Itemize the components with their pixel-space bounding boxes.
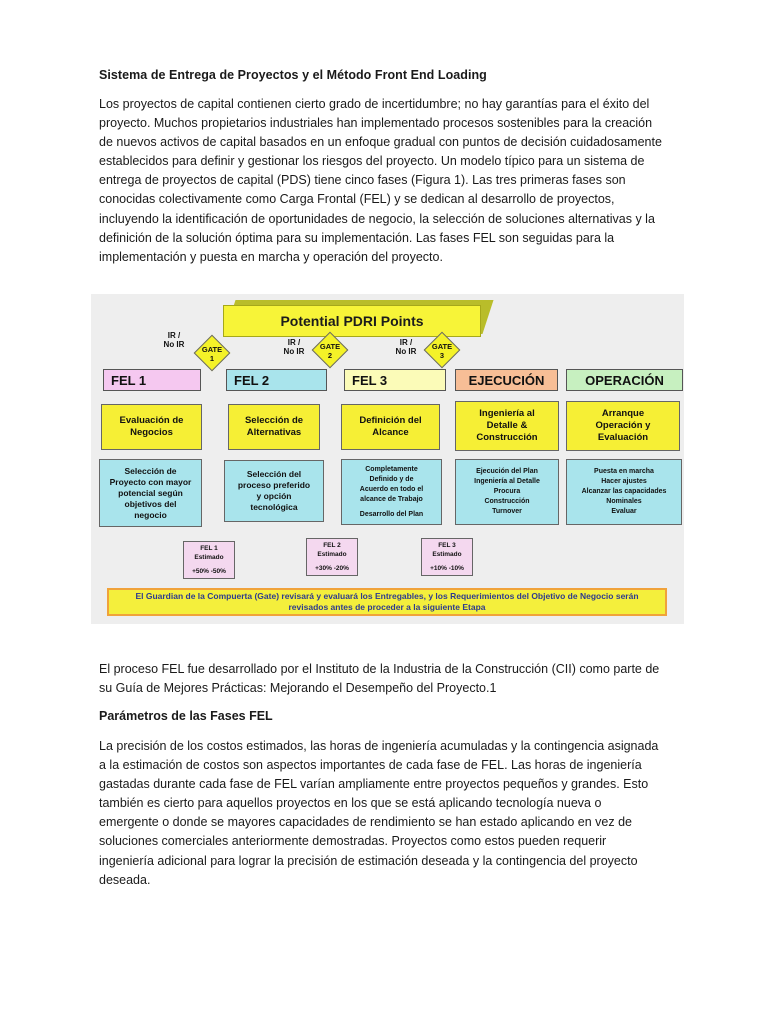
ir-label-1: IR / No IR	[163, 331, 185, 349]
detail-line: Ingeniería al Detalle	[474, 478, 540, 485]
phase-ejecucion: EJECUCIÓN	[455, 369, 558, 391]
detail-fel2: Selección del proceso preferido y opción tecnológica	[224, 460, 324, 522]
paragraph-line: definición de la solución óptima para su implementación. Las fases FEL son seguidas para la	[99, 230, 615, 245]
objective-fel2: Selección de Alternativas	[228, 404, 320, 450]
detail-line: Procura	[493, 488, 521, 495]
paragraph-line: La precisión de los costos estimados, las horas de ingeniería acumuladas y la contingencia asignada	[99, 739, 659, 753]
paragraph-line: también es cierto para aquellos proyectos en los que se está aplicando tecnología nueva o	[99, 796, 602, 811]
paragraph-line: establecidos para definir y gestionar los riesgos del proyecto. Un modelo típico para un sistema de	[99, 154, 645, 169]
ir-label-3: IR / No IR	[395, 338, 417, 356]
paragraph-line: gastadas durante cada fase de FEL varían ampliamente entre proyectos pequeños y grandes. Esto	[99, 777, 649, 792]
phase-operacion: OPERACIÓN	[566, 369, 683, 391]
section-subheading: Parámetros de las Fases FEL	[99, 709, 273, 723]
estimate-fel1: FEL 1 Estimado +50% -50%	[183, 541, 235, 579]
detail-line: Acuerdo en todo el	[359, 485, 424, 493]
intro-paragraph	[99, 95, 689, 267]
detail-line: Puesta en marcha	[594, 468, 654, 475]
detail-line: Alcanzar las capacidades	[581, 488, 667, 495]
paragraph-line: Los proyectos de capital contienen cierto grado de incertidumbre; no hay garantías para el éxito del	[99, 97, 650, 111]
phase-fel1: FEL 1	[103, 369, 201, 391]
paragraph-line: emergente o donde se mayores capacidades de rendimiento se han estado aplicando en vez de	[99, 815, 632, 830]
objective-fel3: Definición del Alcance	[341, 404, 440, 450]
gate-guardian-note: El Guardian de la Compuerta (Gate) revisará y evaluará los Entregables, y los Requerimientos del Objetivo de Negocio serán revisados antes de proceder a la siguiente Etapa	[107, 588, 667, 616]
detail-line: Definido y de	[369, 475, 414, 483]
paragraph-line: soluciones comerciales anteriormente demostradas. Proyectos como estos pueden requerir	[99, 834, 607, 849]
objective-fel1: Evaluación de Negocios	[101, 404, 202, 450]
detail-operacion	[566, 459, 682, 525]
detail-line: Desarrollo del Plan	[359, 510, 424, 518]
detail-line: Completamente	[365, 465, 418, 473]
paragraph-line: conocidas colectivamente como Carga Frontal (FEL) y se dedican al desarrollo de proyectos,	[99, 192, 615, 207]
document-title: Sistema de Entrega de Proyectos y el Método Front End Loading	[99, 68, 487, 82]
paragraph-line: ingeniería adicional para lograr la precisión de estimación deseada y la contingencia del proyecto	[99, 853, 638, 868]
detail-line: alcance de Trabajo	[360, 495, 423, 503]
gate-2-label: GATE 2	[319, 342, 341, 360]
ir-label-2: IR / No IR	[283, 338, 305, 356]
fel-parameters-paragraph	[99, 737, 689, 890]
paragraph-line: a la estimación de costos son aspectos importantes de cada fase de FEL. Las horas de ingeniería	[99, 758, 642, 773]
paragraph-line: El proceso FEL fue desarrollado por el Instituto de la Industria de la Construcción (CII) como parte de	[99, 662, 660, 676]
paragraph-line: proyecto. Muchos propietarios industriales han implementado procesos sostenibles para la creación	[99, 116, 653, 131]
detail-fel3	[341, 459, 442, 525]
objective-ejecucion: Ingeniería al Detalle & Construcción	[455, 401, 559, 451]
detail-line: Ejecución del Plan	[476, 468, 538, 475]
detail-line: Construcción	[484, 498, 530, 505]
detail-ejecucion	[455, 459, 559, 525]
estimate-fel3: FEL 3 Estimado +10% -10%	[421, 538, 473, 576]
objective-operacion: Arranque Operación y Evaluación	[566, 401, 680, 451]
detail-line: Turnover	[492, 508, 522, 515]
cii-paragraph	[99, 660, 689, 698]
fel-process-figure	[91, 294, 684, 624]
phase-fel2: FEL 2	[226, 369, 327, 391]
gate-3-label: GATE 3	[431, 342, 453, 360]
paragraph-line: entrega de proyectos de capital (PDS) tiene cinco fases (Figura 1). Las tres primeras fases son	[99, 173, 626, 188]
paragraph-line: incluyendo la identificación de oportunidades de negocio, la selección de soluciones alternativas y la	[99, 211, 655, 226]
detail-fel1: Selección de Proyecto con mayor potencial según objetivos del negocio	[99, 459, 202, 527]
detail-line: Nominales	[606, 498, 642, 505]
estimate-fel2: FEL 2 Estimado +30% -20%	[306, 538, 358, 576]
paragraph-line: su Guía de Mejores Prácticas: Mejorando el Desempeño del Proyecto.1	[99, 681, 497, 696]
paragraph-line: de nuevos activos de capital basados en un enfoque gradual con puntos de decisión cuidadosamente	[99, 135, 662, 150]
detail-line: Evaluar	[611, 508, 637, 515]
paragraph-line: deseada.	[99, 872, 151, 887]
phase-fel3: FEL 3	[344, 369, 446, 391]
detail-line: Hacer ajustes	[601, 478, 647, 485]
paragraph-line: implementación y puesta en marcha y operación del proyecto.	[99, 249, 443, 264]
pdri-banner: Potential PDRI Points	[223, 305, 481, 337]
gate-1-label: GATE 1	[201, 345, 223, 363]
